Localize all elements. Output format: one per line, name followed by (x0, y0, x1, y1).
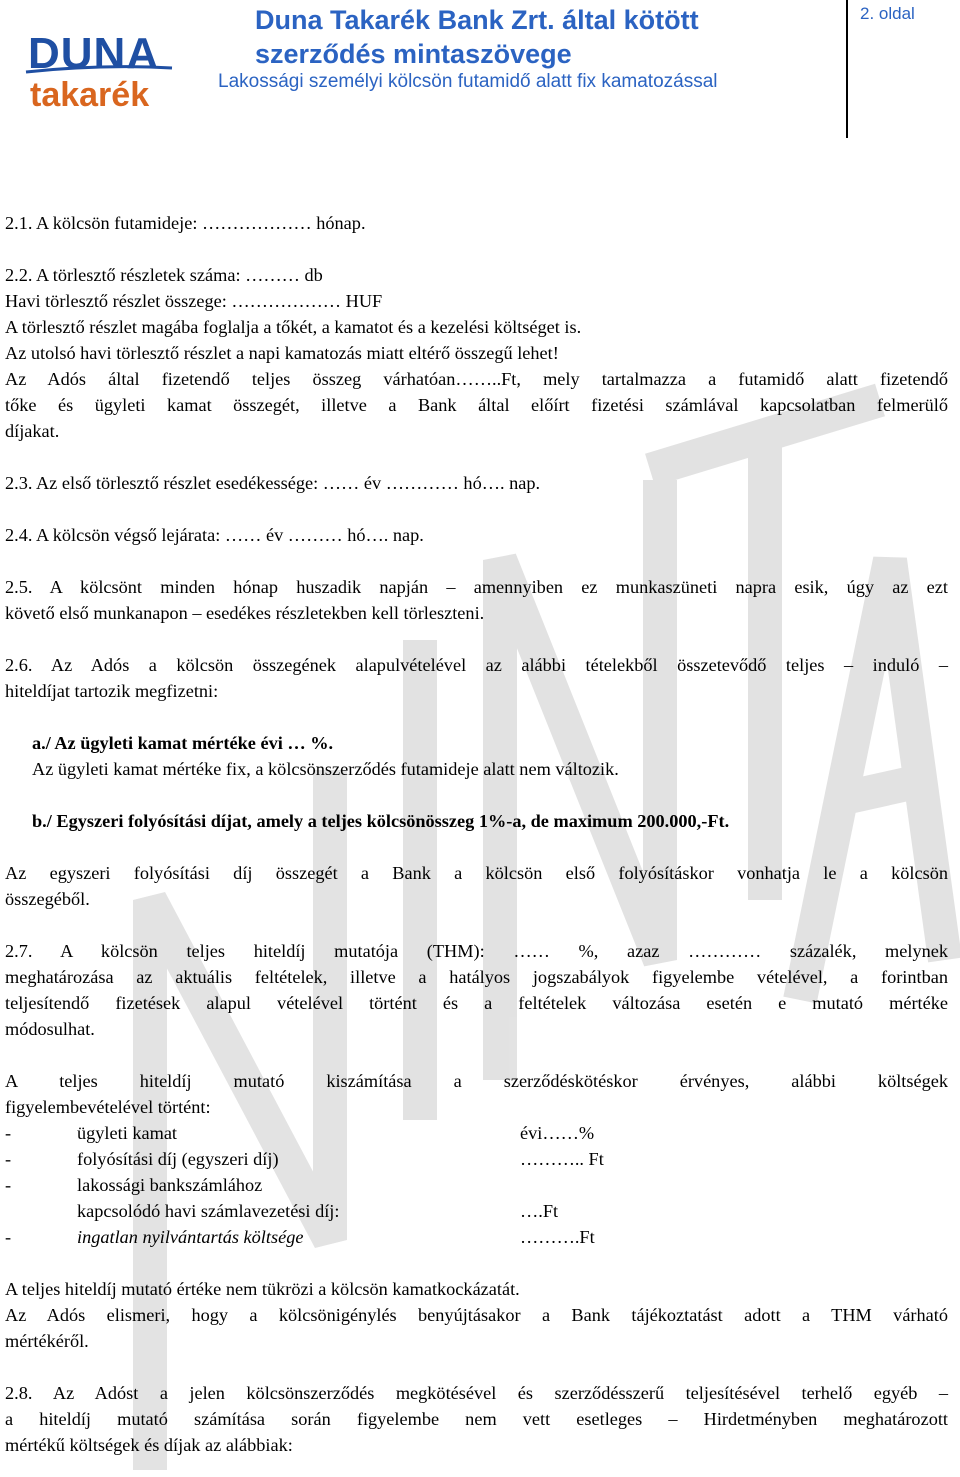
section-2-2-line5c: díjakat. (5, 421, 60, 441)
acknowledgement-b: mértékéről. (5, 1331, 89, 1351)
item-b-title: b./ Egyszeri folyósítási díjat, amely a teljes kölcsönösszeg 1%-a, de maximum 200.000,-Ft. (32, 811, 730, 831)
page-number: 2. oldal (860, 4, 915, 23)
svg-text:DUNA: DUNA (28, 29, 160, 78)
section-2-2-line3: A törlesztő részlet magába foglalja a tőkét, a kamatot és a kezelési költséget is. (5, 317, 582, 337)
cost-value: évi……% (520, 1123, 595, 1143)
cost-label: folyósítási díj (egyszeri díj) (77, 1149, 279, 1169)
header-title-line1: Duna Takarék Bank Zrt. által kötött (255, 5, 699, 35)
section-2-7b: meghatározása az aktuális feltételek, illetve a hatályos jogszabályok figyelembe vételével, a forintban (5, 967, 948, 987)
thm-note: A teljes hiteldíj mutató értéke nem tükrözi a kölcsön kamatkockázatát. (5, 1279, 520, 1299)
contract-body (5, 210, 948, 1458)
svg-text:takarék: takarék (30, 76, 150, 114)
cost-list (5, 1120, 948, 1250)
section-2-5b: követő első munkanapon – esedékes részletekben kell törleszteni. (5, 603, 485, 623)
cost-dash: - (5, 1149, 12, 1169)
cost-label: ügyleti kamat (77, 1123, 178, 1143)
item-a-title: a./ Az ügyleti kamat mértéke évi … %. (32, 733, 334, 753)
acknowledgement-a: Az Adós elismeri, hogy a kölcsönigénylés benyújtásakor a Bank tájékoztatást adott a THM várható (5, 1305, 948, 1325)
cost-value: ……….. Ft (520, 1149, 604, 1169)
section-2-2-line1: 2.2. A törlesztő részletek száma: ……… db (5, 265, 323, 285)
cost-row (5, 1224, 948, 1250)
cost-row (5, 1198, 948, 1224)
section-2-2-line5b: tőke és ügyleti kamat összegét, illetve a Bank által előírt fizetési számlával kapcsolatban felmerülő (5, 395, 948, 415)
item-b-text-a: Az egyszeri folyósítási díj összegét a Bank a kölcsön első folyósításkor vonhatja le a kölcsön (5, 863, 948, 883)
section-2-4: 2.4. A kölcsön végső lejárata: …… év ……… hó…. nap. (5, 525, 424, 545)
section-2-7a: 2.7. A kölcsön teljes hiteldíj mutatója (THM): …… %, azaz ………… százalék, melynek (5, 941, 948, 961)
calc-intro-a: A teljes hiteldíj mutató kiszámítása a szerződéskötéskor érvényes, alábbi költségek (5, 1071, 948, 1091)
item-a-text: Az ügyleti kamat mértéke fix, a kölcsönszerződés futamideje alatt nem változik. (32, 759, 619, 779)
section-2-5a: 2.5. A kölcsönt minden hónap huszadik napján – amennyiben ez munkaszüneti napra esik, úgy az ezt (5, 577, 948, 597)
cost-row (5, 1172, 948, 1198)
section-2-7d: módosulhat. (5, 1019, 95, 1039)
section-2-2-line2: Havi törlesztő részlet összege: ……………… HUF (5, 291, 383, 311)
cost-dash: - (5, 1123, 12, 1143)
header-subtitle: Lakossági személyi kölcsön futamidő alatt fix kamatozással (218, 71, 718, 92)
cost-row (5, 1146, 948, 1172)
section-2-3: 2.3. Az első törlesztő részlet esedékessége: …… év ………… hó…. nap. (5, 473, 541, 493)
cost-value: ……….Ft (520, 1227, 595, 1247)
section-2-8a: 2.8. Az Adóst a jelen kölcsönszerződés megkötésével és szerződésszerű teljesítésével terhelő egyéb – (5, 1383, 948, 1403)
section-2-7c: teljesítendő fizetések alapul vételével történt és a feltételek változása esetén e mutató mértéke (5, 993, 948, 1013)
section-2-8b: a hiteldíj mutató számítása során figyelembe nem vett esetleges – Hirdetményben meghatározott (5, 1409, 948, 1429)
calc-intro-b: figyelembevételével történt: (5, 1097, 211, 1117)
duna-takarek-logo (22, 28, 182, 114)
section-2-1: 2.1. A kölcsön futamideje: ……………… hónap. (5, 213, 366, 233)
cost-row (5, 1120, 948, 1146)
cost-dash: - (5, 1175, 12, 1195)
section-2-6b: hiteldíjat tartozik megfizetni: (5, 681, 219, 701)
cost-label: lakossági bankszámlához (77, 1175, 263, 1195)
cost-value: ….Ft (520, 1201, 559, 1221)
section-2-2-line5a: Az Adós által fizetendő teljes összeg várhatóan……..Ft, mely tartalmazza a futamidő alatt fizetendő (5, 369, 948, 389)
section-2-6a: 2.6. Az Adós a kölcsön összegének alapulvételével az alábbi tételekből összetevődő teljes – induló – (5, 655, 948, 675)
item-b-text-b: összegéből. (5, 889, 90, 909)
cost-dash: - (5, 1227, 12, 1247)
cost-label: ingatlan nyilvántartás költsége (77, 1227, 304, 1247)
header-divider (846, 0, 848, 138)
cost-label: kapcsolódó havi számlavezetési díj: (77, 1201, 340, 1221)
section-2-8c: mértékű költségek és díjak az alábbiak: (5, 1435, 293, 1455)
section-2-2-line4: Az utolsó havi törlesztő részlet a napi kamatozás miatt eltérő összegű lehet! (5, 343, 559, 363)
header-title-line2: szerződés mintaszövege (255, 39, 572, 69)
